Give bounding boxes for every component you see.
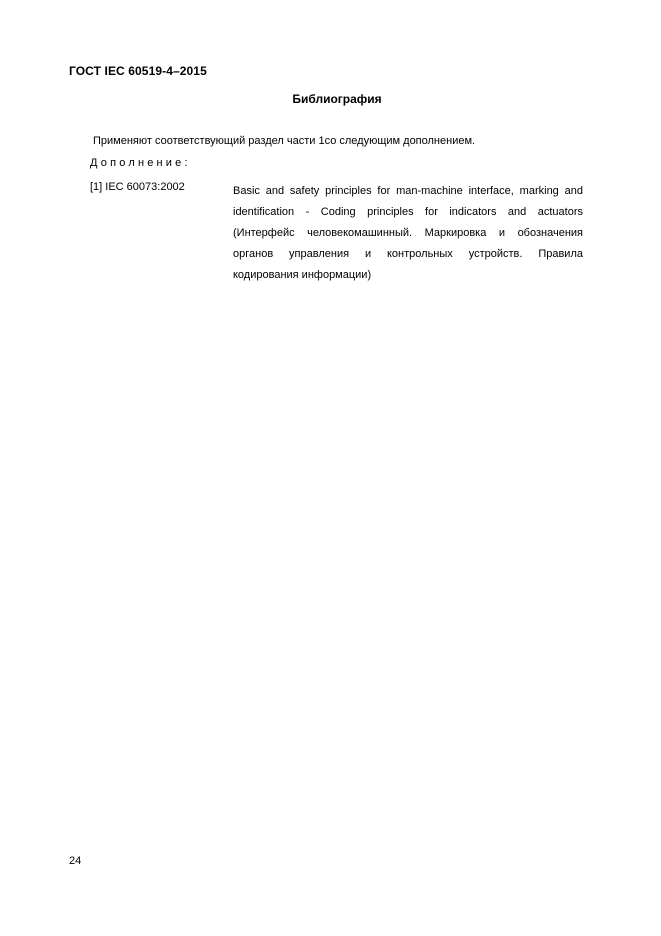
section-title: Библиография <box>292 92 382 106</box>
document-code: ГОСТ IEC 60519-4–2015 <box>69 64 207 78</box>
reference-text: Basic and safety principles for man-machine interface, marking and identification - Coding principles for indicators and actuators (Интерфейс человекомашинный. Маркировка и обозначения органов управления и контрольных устройств. Правила кодирования информации) <box>233 185 583 281</box>
addition-label: Дополнение: <box>90 157 191 169</box>
page-number: 24 <box>69 855 82 867</box>
reference-label: [1] IEC 60073:2002 <box>90 181 185 193</box>
intro-paragraph: Применяют соответствующий раздел части 1со следующим дополнением. <box>93 135 476 147</box>
